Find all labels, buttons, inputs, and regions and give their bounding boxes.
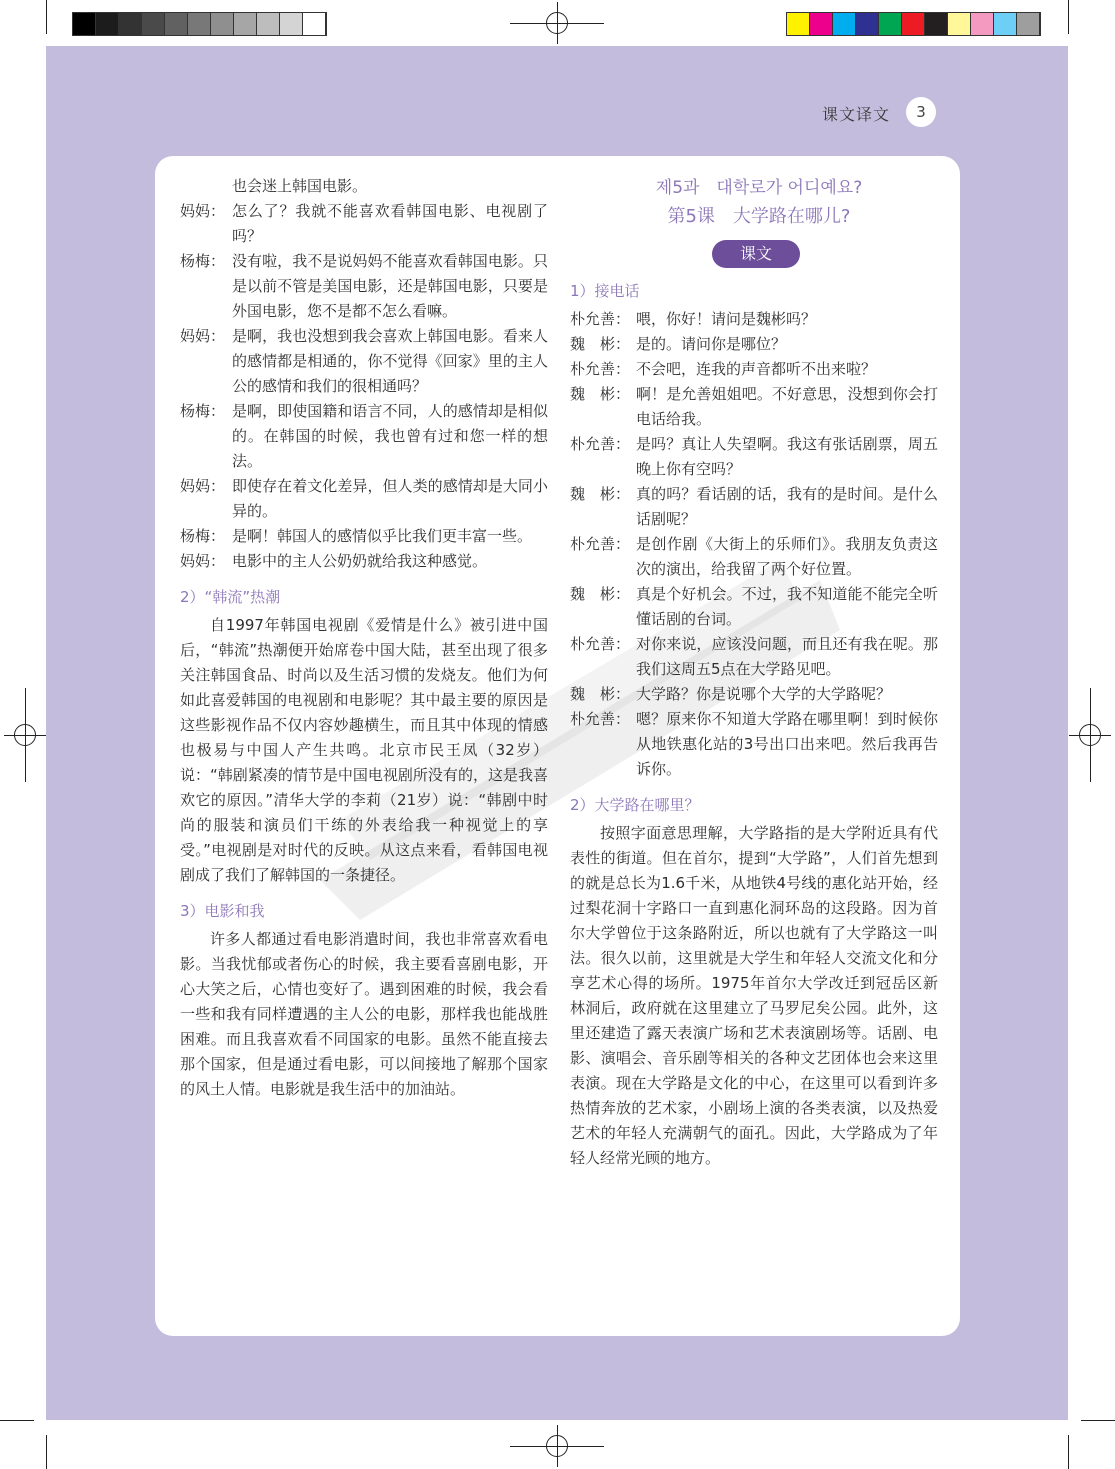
text-badge: 课文 xyxy=(712,240,800,268)
dialogue-text: 不会吧，连我的声音都听不出来啦？ xyxy=(636,360,877,378)
dialogue-line xyxy=(180,549,548,574)
dialogue-line xyxy=(180,249,548,324)
dialogue-text: 大学路？你是说哪个大学的大学路呢？ xyxy=(636,685,892,703)
speaker-name xyxy=(180,174,232,199)
section-heading-daehangno: 2）大学路在哪里？ xyxy=(570,796,700,814)
grayscale-swatch xyxy=(96,13,119,35)
left-column xyxy=(180,174,548,1102)
color-calibration-bar xyxy=(786,12,1041,36)
running-header-title: 课文译文 xyxy=(822,105,891,124)
color-swatch xyxy=(879,13,902,35)
section-heading-movies-and-me: 3）电影和我 xyxy=(180,902,265,920)
grayscale-swatch xyxy=(165,13,188,35)
lesson-title-chinese: 第5课 大学路在哪儿? xyxy=(667,206,851,227)
registration-top-circle xyxy=(546,12,568,34)
paragraph-korean-wave: 自1997年韩国电视剧《爱情是什么》被引进中国后，“韩流”热潮便开始席卷中国大陆，甚至出现了很多关注韩国食品、时尚以及生活习惯的发烧友。他们为何如此喜爱韩国的电视剧和电影呢？其中最主要的原因是这些影视作品不仅内容妙趣横生，而且其中体现的情感也极易与中国人产生共鸣。北京市民王凤（32岁）说：“韩剧紧凑的情节是中国电视剧所没有的，这是我喜欢它的原因。”清华大学的李莉（21岁）说：“韩剧中时尚的服装和演员们干练的外表给我一种视觉上的享受。”电视剧是对时代的反映。从这点来看，看韩国电视剧成了我们了解韩国的一条捷径。 xyxy=(180,616,548,884)
speaker-name: 魏 彬： xyxy=(570,685,631,703)
crop-mark-top-right-v xyxy=(1068,0,1069,34)
speaker-name: 朴允善： xyxy=(570,310,631,328)
grayscale-swatch xyxy=(234,13,257,35)
dialogue-line xyxy=(570,482,938,532)
dialogue-text: 即使存在着文化差异，但人类的感情却是大同小异的。 xyxy=(232,477,548,520)
right-dialogue xyxy=(570,307,938,782)
crop-mark-bottom-right-h xyxy=(1081,1420,1115,1421)
grayscale-swatch xyxy=(211,13,234,35)
speaker-name: 魏 彬： xyxy=(570,335,631,353)
speaker-name: 魏 彬： xyxy=(570,585,631,603)
speaker-name: 妈妈： xyxy=(180,552,226,570)
dialogue-text: 是啊，即使国籍和语言不同，人的感情却是相似的。在韩国的时候，我也曾有过和您一样的想法。 xyxy=(232,402,548,470)
color-swatch xyxy=(1017,13,1040,35)
dialogue-text: 真的吗？看话剧的话，我有的是时间。是什么话剧呢？ xyxy=(636,485,938,528)
grayscale-swatch xyxy=(73,13,96,35)
dialogue-line xyxy=(180,399,548,474)
speaker-name: 杨梅： xyxy=(180,252,226,270)
section-heading-korean-wave: 2）“韩流”热潮 xyxy=(180,588,281,606)
lesson-title-korean: 제5과 대학로가 어디예요? xyxy=(655,178,863,198)
dialogue-line xyxy=(180,324,548,399)
speaker-name: 魏 彬： xyxy=(570,385,631,403)
grayscale-calibration-bar xyxy=(72,12,327,36)
dialogue-line xyxy=(180,199,548,249)
color-swatch xyxy=(994,13,1017,35)
dialogue-line xyxy=(180,524,548,549)
grayscale-swatch xyxy=(119,13,142,35)
dialogue-text: 是啊！韩国人的感情似乎比我们更丰富一些。 xyxy=(232,527,533,545)
grayscale-swatch xyxy=(188,13,211,35)
crop-mark-bottom-left-v xyxy=(46,1435,47,1469)
dialogue-text: 啊！是允善姐姐吧。不好意思，没想到你会打电话给我。 xyxy=(636,385,938,428)
dialogue-line xyxy=(570,307,938,332)
dialogue-line xyxy=(570,357,938,382)
color-swatch xyxy=(833,13,856,35)
dialogue-line xyxy=(180,174,548,199)
dialogue-text: 是创作剧《大街上的乐师们》。我朋友负责这次的演出，给我留了两个好位置。 xyxy=(636,535,938,578)
speaker-name: 朴允善： xyxy=(570,535,631,553)
grayscale-swatch xyxy=(280,13,303,35)
dialogue-line xyxy=(180,474,548,524)
left-dialogue xyxy=(180,174,548,574)
dialogue-line xyxy=(570,382,938,432)
dialogue-line xyxy=(570,632,938,682)
color-swatch xyxy=(902,13,925,35)
color-swatch xyxy=(971,13,994,35)
crop-mark-bottom-left-h xyxy=(0,1420,34,1421)
dialogue-text: 真是个好机会。不过，我不知道能不能完全听懂话剧的台词。 xyxy=(636,585,938,628)
dialogue-line xyxy=(570,432,938,482)
color-swatch xyxy=(810,13,833,35)
speaker-name: 朴允善： xyxy=(570,360,631,378)
speaker-name: 杨梅： xyxy=(180,527,226,545)
registration-bottom-circle xyxy=(546,1435,568,1457)
crop-mark-top-left-v xyxy=(46,0,47,34)
dialogue-text: 电影中的主人公奶奶就给我这种感觉。 xyxy=(232,552,488,570)
crop-mark-bottom-right-v xyxy=(1068,1435,1069,1469)
dialogue-text: 对你来说，应该没问题，而且还有我在呢。那我们这周五5点在大学路见吧。 xyxy=(636,635,938,678)
section-heading-phone-call: 1）接电话 xyxy=(570,282,640,300)
dialogue-line xyxy=(570,582,938,632)
dialogue-text: 是吗？真让人失望啊。我这有张话剧票，周五晚上你有空吗？ xyxy=(636,435,938,478)
speaker-name: 杨梅： xyxy=(180,402,226,420)
speaker-name: 妈妈： xyxy=(180,202,226,220)
dialogue-text: 也会迷上韩国电影。 xyxy=(232,177,368,195)
speaker-name: 朴允善： xyxy=(570,435,631,453)
speaker-name: 妈妈： xyxy=(180,477,226,495)
dialogue-text: 喂，你好！请问是魏彬吗？ xyxy=(636,310,817,328)
paragraph-movies-and-me: 许多人都通过看电影消遣时间，我也非常喜欢看电影。当我忧郁或者伤心的时候，我主要看喜剧电影，开心大笑之后，心情也变好了。遇到困难的时候，我会看一些和我有同样遭遇的主人公的电影，那样我也能战胜困难。而且我喜欢看不同国家的电影。虽然不能直接去那个国家，但是通过看电影，可以间接地了解那个国家的风土人情。电影就是我生活中的加油站。 xyxy=(180,930,548,1098)
dialogue-line xyxy=(570,682,938,707)
speaker-name: 魏 彬： xyxy=(570,485,631,503)
color-swatch xyxy=(787,13,810,35)
grayscale-swatch xyxy=(303,13,326,35)
text-badge-wrap xyxy=(570,240,938,268)
paragraph-daehangno: 按照字面意思理解，大学路指的是大学附近具有代表性的街道。但在首尔，提到“大学路”，人们首先想到的就是总长为1.6千米，从地铁4号线的惠化站开始，经过梨花洞十字路口一直到惠化洞环岛的这段路。因为首尔大学曾位于这条路附近，所以也就有了大学路这一叫法。很久以前，这里就是大学生和年轻人交流文化和分享艺术心得的场所。1975年首尔大学改迁到冠岳区新林洞后，政府就在这里建立了马罗尼矣公园。此外，这里还建造了露天表演广场和艺术表演剧场等。话剧、电影、演唱会、音乐剧等相关的各种文艺团体也会来这里表演。现在大学路是文化的中心，在这里可以看到许多热情奔放的艺术家，小剧场上演的各类表演，以及热爱艺术的年轻人充满朝气的面孔。因此，大学路成为了年轻人经常光顾的地方。 xyxy=(570,824,938,1167)
dialogue-text: 怎么了？我就不能喜欢看韩国电影、电视剧了吗？ xyxy=(232,202,548,245)
speaker-name: 妈妈： xyxy=(180,327,226,345)
speaker-name: 朴允善： xyxy=(570,710,631,728)
color-swatch xyxy=(948,13,971,35)
page-number-badge: 3 xyxy=(906,97,936,127)
dialogue-text: 没有啦，我不是说妈妈不能喜欢看韩国电影。只是以前不管是美国电影，还是韩国电影，只要是外国电影，您不是都不怎么看嘛。 xyxy=(232,252,548,320)
dialogue-line xyxy=(570,332,938,357)
color-swatch xyxy=(856,13,879,35)
dialogue-text: 是啊，我也没想到我会喜欢上韩国电影。看来人的感情都是相通的，你不觉得《回家》里的主人公的感情和我们的很相通吗？ xyxy=(232,327,548,395)
color-swatch xyxy=(925,13,948,35)
registration-right-circle xyxy=(1079,724,1101,746)
dialogue-text: 是的。请问你是哪位？ xyxy=(636,335,787,353)
registration-left-circle xyxy=(14,724,36,746)
dialogue-line xyxy=(570,707,938,782)
speaker-name: 朴允善： xyxy=(570,635,631,653)
grayscale-swatch xyxy=(257,13,280,35)
dialogue-text: 嗯？原来你不知道大学路在哪里啊！到时候你从地铁惠化站的3号出口出来吧。然后我再告诉你。 xyxy=(636,710,938,778)
right-column xyxy=(570,174,938,1171)
grayscale-swatch xyxy=(142,13,165,35)
dialogue-line xyxy=(570,532,938,582)
